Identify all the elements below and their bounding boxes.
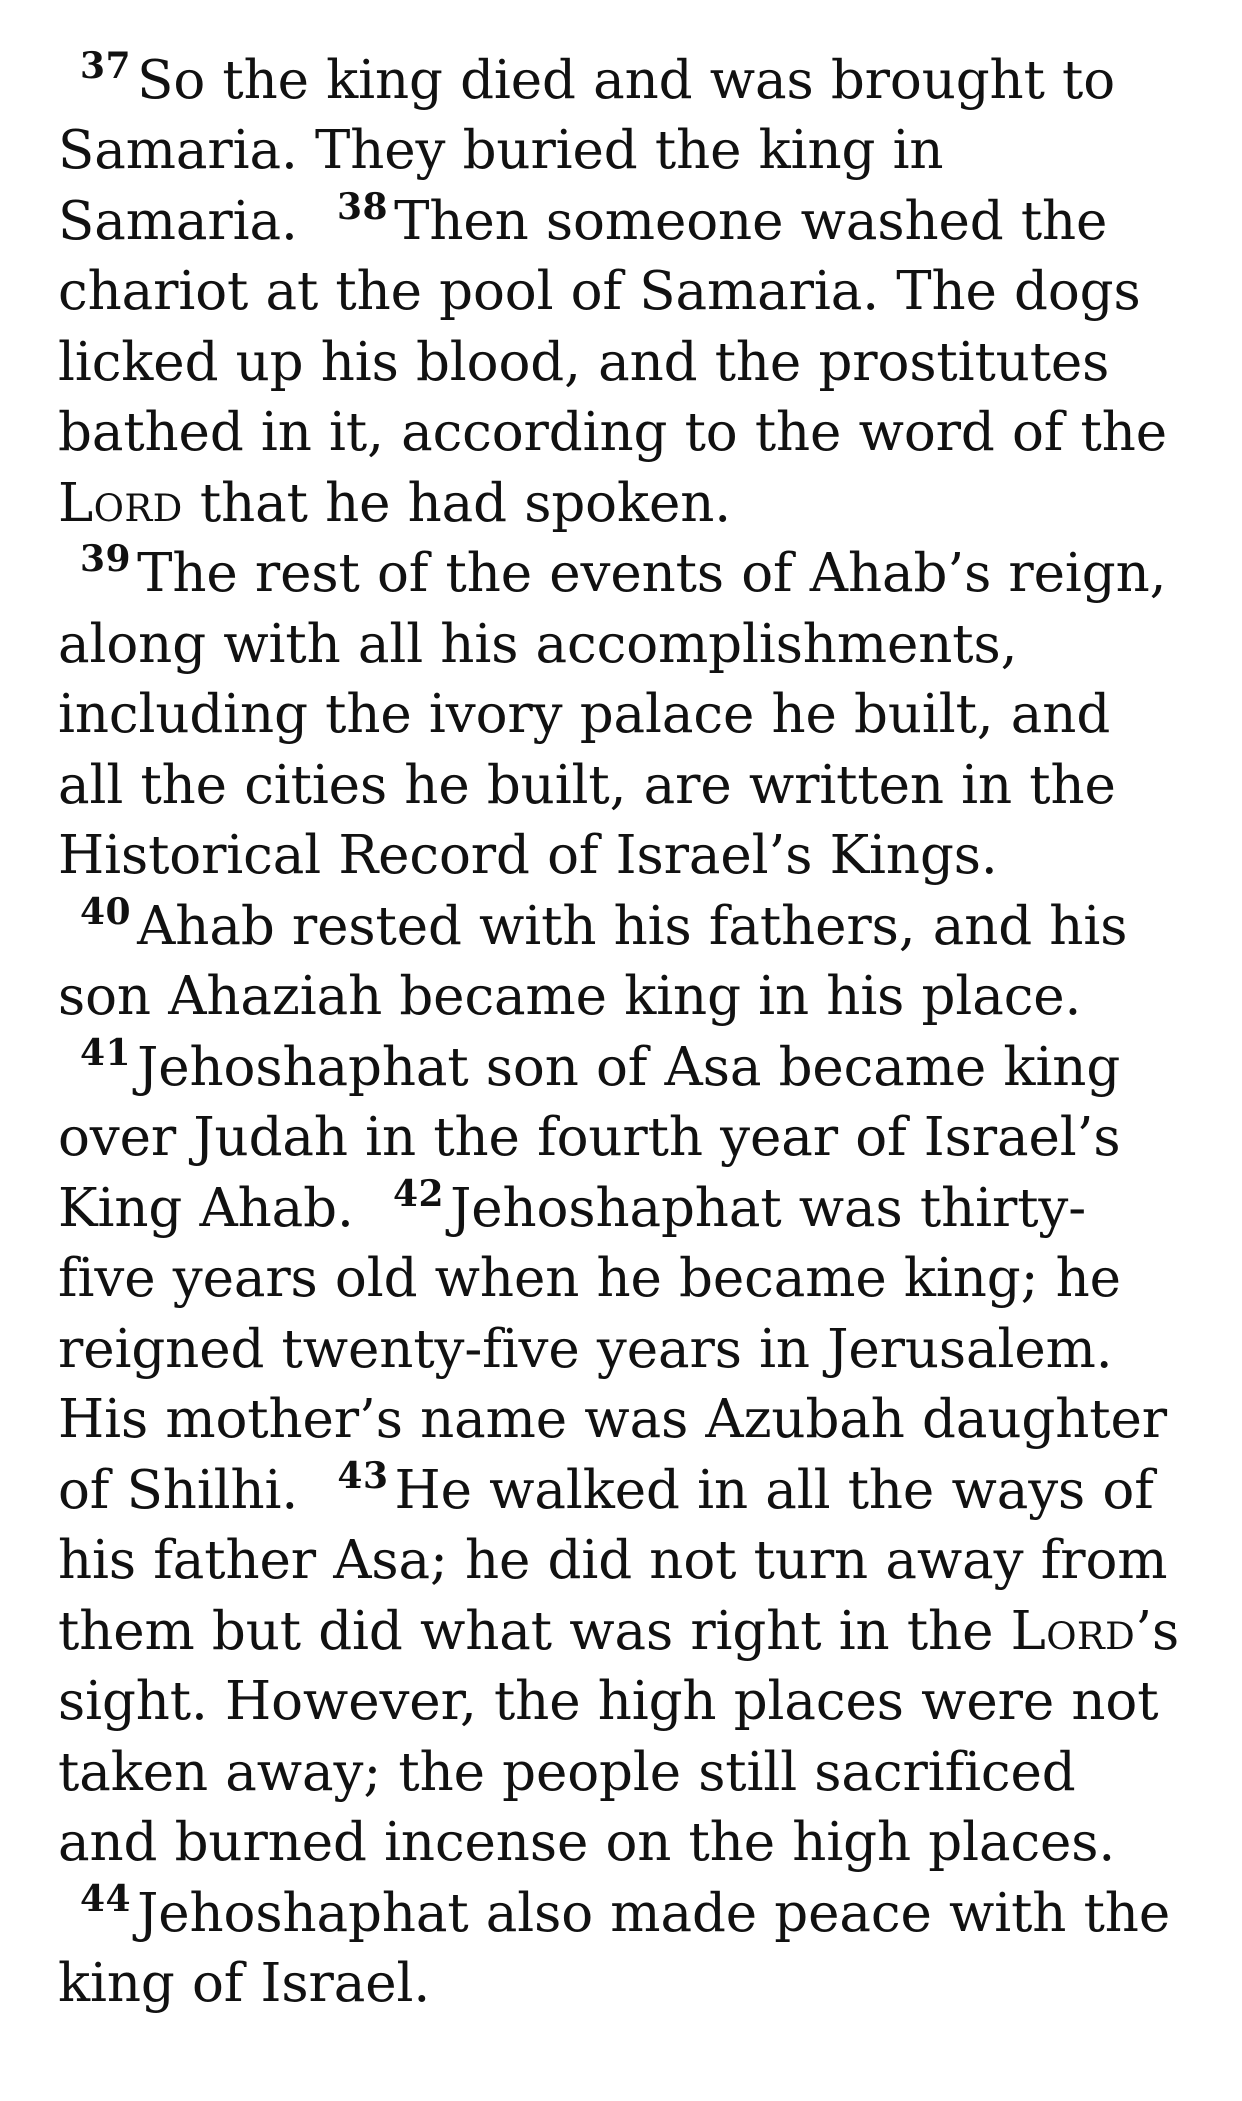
scripture-run: Ahab rested with his fathers, and his son Ahaziah became king in his place. <box>58 895 1128 1028</box>
scripture-run: The rest of the events of Ahab’s reign, along with all his accomplishments, including the ivory palace he built, and all the cities he built, are written in the Historical Record of Israel’s Kings. <box>58 543 1167 887</box>
scripture-paragraph <box>58 46 1180 539</box>
scripture-run: Then someone washed the chariot at the pool of Samaria. The dogs licked up his blood, and the prostitutes bathed in it, according to the word of the <box>58 190 1168 464</box>
scripture-run: Jehoshaphat son of Asa became king over Judah in the fourth year of Israel’s King Ahab. <box>58 1036 1121 1239</box>
scripture-run: ’s sight. However, the high places were not taken away; the people still sacrificed and burned incense on the high places. <box>58 1600 1180 1874</box>
scripture-text-body <box>58 46 1180 2020</box>
scripture-run: So the king died and was brought to Samaria. They buried the king in Samaria. <box>58 50 1116 252</box>
scripture-run: He walked in all the ways of his father Asa; he did not turn away from them but did what was right in the <box>58 1459 1168 1662</box>
verse-number[interactable]: 44 <box>80 1877 132 1920</box>
scripture-run: Jehoshaphat also made peace with the king of Israel. <box>58 1882 1171 2015</box>
verse-number[interactable]: 42 <box>392 1172 445 1215</box>
divine-name-smallcaps: Lord <box>1010 1600 1136 1662</box>
verse-number[interactable]: 43 <box>337 1454 389 1497</box>
scripture-run: that he had spoken. <box>182 472 732 534</box>
verse-number[interactable]: 37 <box>80 45 132 87</box>
scripture-run: Jehoshaphat was thirty-five years old when he became king; he reigned twenty-five years in Jerusalem. His mother’s name was Azubah daughter of Shilhi. <box>58 1177 1167 1521</box>
scripture-paragraph <box>58 539 1180 1032</box>
divine-name-smallcaps: Lord <box>58 472 183 534</box>
verse-number[interactable]: 38 <box>336 185 389 228</box>
scripture-paragraph <box>58 1033 1180 2020</box>
verse-number[interactable]: 39 <box>80 538 132 581</box>
verse-number[interactable]: 41 <box>80 1031 132 1074</box>
verse-number[interactable]: 40 <box>80 890 132 933</box>
